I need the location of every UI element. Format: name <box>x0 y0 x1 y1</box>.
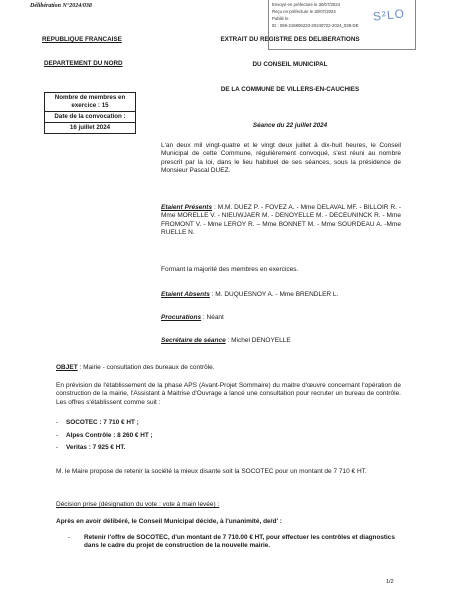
secretaire-value: : Michel DENOYELLE <box>225 337 291 344</box>
consultation-paragraph: En prévision de l'établissement de la phase APS (Avant-Projet Sommaire) du maitre d'œuvre concernant l'opération de construction de la mairie, l'Assistant à Maitrise d'Ouvrage a lancé une consultation pour recruter un bureau de contrôle. Les offres s'établissent comme suit : <box>56 382 401 406</box>
stamp-line: Reçu en préfecture le 30/07/2024 <box>272 9 336 14</box>
procurations-value: : Néant <box>201 314 224 321</box>
presents-list: : M.M. DUEZ P. - FOVEZ A. - Mme DELAVAL MF. - BILLOIR R. - Mme MORELLE V. - NIEUWJAER M. - DENOYELLE M. - DECEUNINCK R. - Mme FROMONT V. - Mme LEROY R. – Mme BONNET M. - Mme SOURDEAU A. -Mme RUELLE N. <box>161 204 402 236</box>
offer-item: - SOCOTEC : 7 710 € HT ; <box>56 419 356 428</box>
decision-label: Décision prise (désignation du vote : vote à main levée) : <box>56 501 220 508</box>
presents-paragraph <box>161 204 401 237</box>
offer-item: - Alpes Contrôle : 8 260 € HT ; <box>56 432 356 441</box>
deliberation-number: Délibération N°2024/038 <box>30 3 92 9</box>
seance-date: Séance du 22 juillet 2024 <box>252 122 328 129</box>
majority-text: Formant la majorité des membres en exercices. <box>161 266 299 273</box>
page-number: 1/2 <box>386 579 394 585</box>
objet-text: : Mairie - consultation des bureaux de contrôle. <box>77 364 215 371</box>
convocation-label: Date de la convocation : <box>45 112 135 123</box>
extrait-title: EXTRAIT DU REGISTRE DES DELIBERATIONS <box>220 36 360 43</box>
presents-label: Etaient Présents <box>161 204 213 211</box>
secretaire-paragraph <box>161 337 401 345</box>
conseil-title: DU CONSEIL MUNICIPAL <box>252 61 328 68</box>
offer-item: - Veritas : 7 925 € HT. <box>56 444 356 453</box>
proposal-paragraph: M. le Maire propose de retenir la société la mieux disante soit la SOCOTEC pour un montant de 7 710 € HT. <box>56 468 367 475</box>
secretaire-label: Secrétaire de séance <box>161 337 226 344</box>
objet-label: OBJET <box>56 364 78 371</box>
procurations-paragraph <box>161 314 401 322</box>
members-count: Nombre de membres en exercice : 15 <box>45 93 135 112</box>
stamp-line: Envoyé en préfecture le 30/07/2024 <box>272 2 341 7</box>
offers-list <box>56 419 356 457</box>
absents-label: Etaient Absents <box>161 291 210 298</box>
objet-line <box>56 364 396 372</box>
stamp-line: ID : 059-215906223-20240722-2024_038-DE <box>272 23 359 28</box>
s2low-logo: S²LO <box>372 6 406 24</box>
decision-item: - Retenir l'offre de SOCOTEC, d'un montant de 7 710.00 € HT, pour effectuer les contrôles et diagnostics dans le cadre du projet de construction de la nouvelle mairie. <box>68 534 404 551</box>
republique-label: REPUBLIQUE FRANCAISE <box>42 36 122 43</box>
commune-title: DE LA COMMUNE DE VILLERS-EN-CAUCHIES <box>220 86 360 93</box>
decision-intro: Après en avoir délibéré, le Conseil Municipal décide, à l'unanimité, de/d' : <box>56 518 282 525</box>
stamp-line: Publié le <box>272 16 289 21</box>
absents-paragraph <box>161 291 401 299</box>
intro-paragraph: L'an deux mil vingt-quatre et le vingt deux juillet à dix-huit heures, le Conseil Municipal de cette Commune, régulièrement convoqué, s'est réuni au nombre prescrit par la loi, dans le lieu habituel de ses séances, sous la présidence de Monsieur Pascal DUEZ. <box>161 142 401 174</box>
departement-label: DEPARTEMENT DU NORD <box>44 60 123 67</box>
convocation-date: 16 juillet 2024 <box>69 124 111 131</box>
absents-list: : M. DUQUESNOY A. - Mme BRENDLER L. <box>209 291 339 298</box>
procurations-label: Procurations <box>161 314 202 321</box>
meeting-info-boxes <box>44 92 136 134</box>
